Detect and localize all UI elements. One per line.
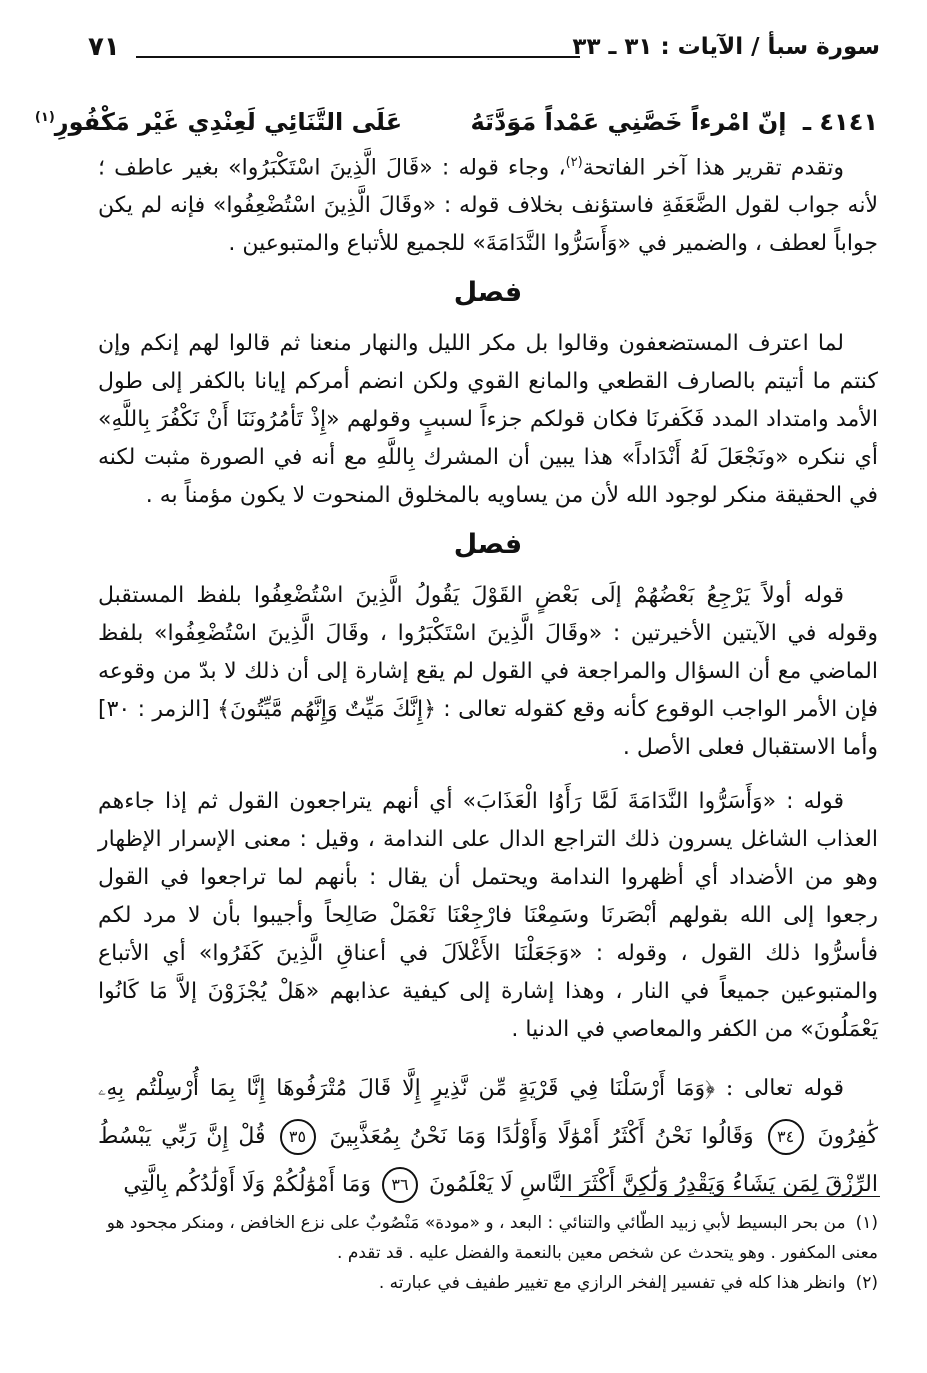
page-number: ٧١ bbox=[88, 32, 120, 62]
quran-text: قُلْ إِنَّ رَبِّي يَبْسُطُ الرِّزْقَ لِمَن يَشَاءُ وَيَقْدِرُ وَلَٰكِنَّ أَكْثَرَ النَّاسِ لَا يَعْلَمُونَ bbox=[98, 1124, 878, 1198]
footnote-number: (١) bbox=[855, 1213, 878, 1233]
quran-text: وَقَالُوا نَحْنُ أَكْثَرُ أَمْوَٰلًا وَأَوْلَٰدًا وَمَا نَحْنُ بِمُعَذَّبِينَ bbox=[329, 1124, 754, 1150]
main-text bbox=[34, 96, 879, 1209]
ayah-number-marker: ٣٤ bbox=[768, 1119, 804, 1155]
spacer bbox=[98, 1049, 878, 1065]
paragraph bbox=[98, 144, 878, 263]
footnote bbox=[98, 1208, 878, 1268]
quran-intro: قوله تعالى : bbox=[725, 1076, 844, 1102]
paragraph-text: ، وجاء قوله : «قَالَ الَّذِينَ اسْتَكْبَرُوا» بغير عاطف ؛ لأنه جواب لقول الضَّعَفَةِ فاستؤنف بخلاف قوله : «وقَالَ الَّذِينَ اسْتُضْعِفُوا» فإنه لم يكن جواباً لعطف ، والضمير في «وَأَسَرُّوا النَّدَامَةَ» للجميع للأتباع والمتبوعين . bbox=[98, 155, 878, 257]
paragraph: قوله أولاً يَرْجِعُ بَعْضُهُمْ إلَى بَعْضٍ القَوْلَ يَقُولُ الَّذِينَ اسْتُضْعِفُوا بلفظ المستقبل وقوله في الآيتين الأخيرتين : «وقَالَ الَّذِينَ اسْتَكْبَرُوا ، وقَالَ الَّذِينَ اسْتُضْعِفُوا» بلفظ الماضي مع أن السؤال والمراجعة في القول لم يقع إشارة إلى أن ذلك لا بدّ من وقوعه فإن الأمر الواجب الوقوع كأنه وقع كقوله تعالى : ﴿إِنَّكَ مَيِّتٌ وَإِنَّهُم مَّيِّتُونَ﴾ [الزمر : ٣٠] وأما الاستقبال فعلى الأصل . bbox=[98, 583, 878, 761]
footnotes bbox=[98, 1208, 878, 1298]
section-heading: فصل bbox=[453, 277, 523, 309]
paragraph-text: وتقدم تقرير هذا آخر الفاتحة bbox=[582, 155, 844, 181]
ayah-number-marker: ٣٥ bbox=[280, 1119, 316, 1155]
quran-text: ﴿وَمَا أَرْسَلْنَا فِي قَرْيَةٍ مِّن نَّذِيرٍ إِلَّا قَالَ مُتْرَفُوهَا إِنَّا بِمَا أُرْسِلْتُم بِهِۦ كَٰفِرُونَ bbox=[98, 1076, 879, 1150]
footnote-text: من بحر البسيط لأبي زبيد الطّائي والتنائي : البعد ، و «مودة» مَنْصُوبٌ على نزع الخافض ، ومنكر مجحود هو معنى المكفور . وهو يتحدث عن شخص معين بالنعمة والفضل عليه . قد تقدم . bbox=[106, 1213, 878, 1263]
quran-passage bbox=[98, 1065, 878, 1209]
verse-hemistich-2: عَلَى التَّنَائِي لَعِنْدِي غَيْر مَكْفُورِ bbox=[54, 108, 403, 136]
running-title: سورة سبأ / الآيات : ٣١ ـ ٣٣ bbox=[572, 34, 880, 60]
quran-text: وَمَا أَمْوَٰلُكُمْ وَلَا أَوْلَٰدُكُم بِالَّتِي bbox=[123, 1172, 371, 1198]
poetry-verse bbox=[34, 96, 878, 144]
paragraph: لما اعترف المستضعفون وقالوا بل مكر الليل والنهار منعنا ثم قالوا لهم إنكم وإن كنتم ما أتيتم بالصارف القطعي والمانع القوي ولكن انضم أمركم إيانا بالكفر إلى طول الأمد وامتداد المدد فَكَفرنَا فكان قولكم جزءاً لسببٍ وقولهم «إِذْ تَأمُرُونَنَا أَنْ نَكْفُرَ بِاللَّهِ» أي ننكره «ونَجْعَلَ لَهُ أَنْدَاداً» هذا يبين أن المشرك بِاللَّهِ مع أنه في الصورة مثبت لكنه في الحقيقة منكر لوجود الله لأن من يساويه بالمخلوق المنحوت لا يكون مؤمناً به . bbox=[98, 331, 878, 509]
footnote-ref-2: (٢) bbox=[565, 155, 583, 170]
page-header bbox=[88, 30, 880, 70]
paragraph: قوله : «وَأَسَرُّوا النَّدَامَةَ لَمَّا رَأَوُا الْعَذَابَ» أي أنهم يتراجعون القول ثم إذا جاءهم العذاب الشاغل يسرون ذلك التراجع الدال على الندامة ، وقيل : معنى الإسرار الإظهار وهو من الأضداد أي أظهروا الندامة ويحتمل أن يقال : بأنهم لما تراجعوا في القول رجعوا إلى الله بقولهم أبْصَرنَا وسَمِعْنَا فارْجِعْنَا نَعْمَلْ صَالِحاً وأجيبوا بأن لا مرد لكم فأسرُّوا ذلك القول ، وقوله : «وَجَعَلْنَا الأَغْلاَلَ في أعناقِ الَّذِينَ كَفَرُوا» أي الأتباع والمتبوعين جميعاً في النار ، وهذا إشارة إلى كيفية عذابهم «هَلْ يُجْزَوْنَ إلاَّ مَا كَانُوا يَعْمَلُونَ» من الكفر والمعاصي في الدنيا . bbox=[98, 789, 878, 1043]
verse-number: ٤١٤١ ـ bbox=[802, 108, 878, 136]
verse-hemistich-1: إنّ امْرءاً خَصَّنِي عَمْداً مَوَدَّتَهُ bbox=[470, 108, 787, 136]
footnote-ref-1: (١) bbox=[34, 110, 55, 125]
spacer bbox=[98, 767, 878, 783]
footnote-number: (٢) bbox=[855, 1273, 878, 1293]
ayah-number-marker: ٣٦ bbox=[382, 1167, 418, 1203]
footnote-separator bbox=[560, 1196, 880, 1197]
footnote bbox=[98, 1268, 878, 1298]
header-rule bbox=[136, 56, 580, 58]
footnote-text: وانظر هذا كله في تفسير إلفخر الرازي مع تغيير طفيف في عبارته . bbox=[378, 1273, 846, 1293]
section-heading: فصل bbox=[453, 529, 523, 561]
